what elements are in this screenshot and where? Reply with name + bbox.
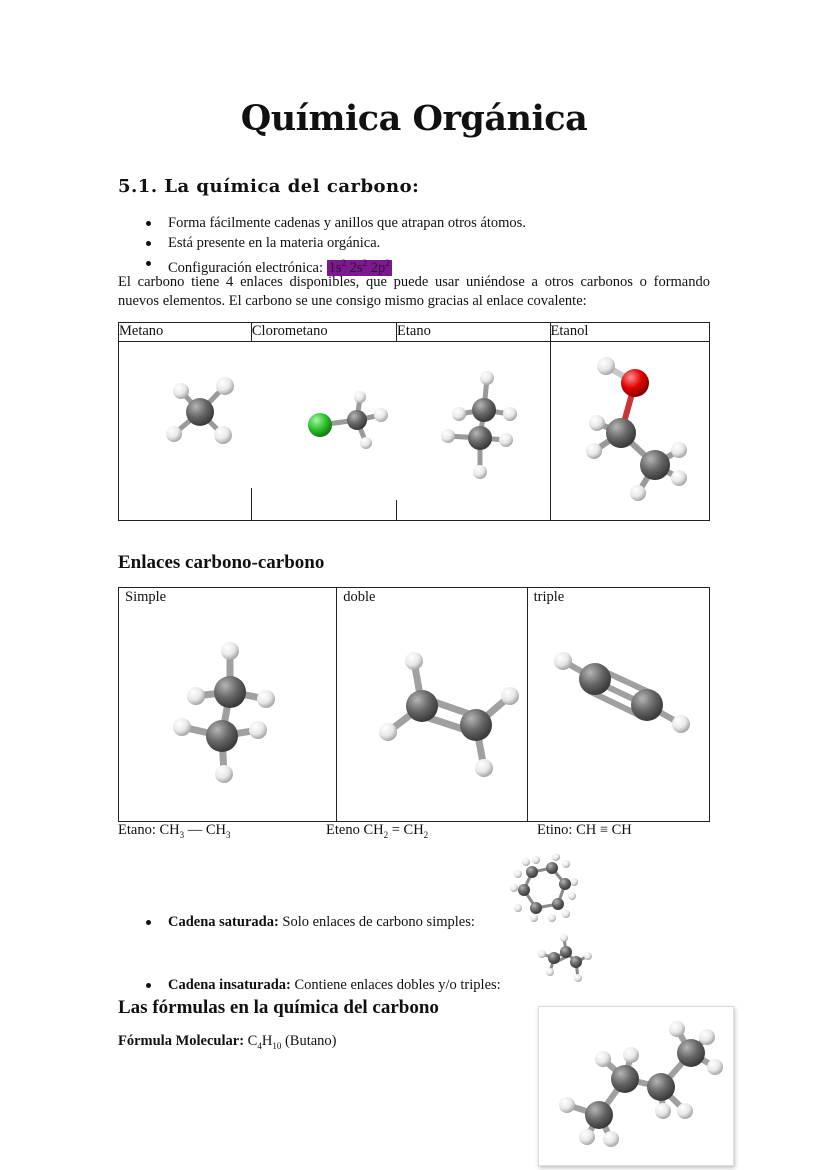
hydrogen-atom <box>166 426 182 442</box>
carbon-atom <box>640 450 670 480</box>
hydrogen-atom <box>480 371 494 385</box>
carbon-properties-list <box>168 213 526 276</box>
carbon-atom <box>206 720 238 752</box>
list-item: Cadena insaturada: Contiene enlaces dobles y/o triples: <box>168 975 501 1038</box>
chain-types-list <box>168 912 501 1038</box>
hydrogen-atom <box>215 765 233 783</box>
hydrogen-atom <box>257 690 275 708</box>
list-item <box>168 253 526 276</box>
formulas-heading: Las fórmulas en la química del carbono <box>118 997 439 1018</box>
hydrogen-atom <box>672 715 690 733</box>
hydrogen-atom <box>354 391 366 403</box>
ethanol-molecule <box>575 350 695 510</box>
hydrogen-atom <box>554 652 572 670</box>
ethane-caption: Etano: $CH_3$ — $CH_3$ <box>118 822 231 840</box>
bonds-heading: Enlaces carbono-carbono <box>118 552 325 573</box>
hydrogen-atom <box>671 442 687 458</box>
header-triple: triple <box>533 589 565 605</box>
chloromethane-molecule <box>300 385 395 455</box>
header-etano: Etano <box>397 323 550 342</box>
hydrogen-atom <box>374 408 388 422</box>
carbon-atom <box>579 663 611 695</box>
config-label: Configuración electrónica: <box>168 259 324 276</box>
carbon-atom <box>606 418 636 448</box>
hydrogen-atom <box>473 465 487 479</box>
carbon-atom <box>460 709 492 741</box>
ethane-molecule <box>432 366 527 484</box>
list-item: Forma fácilmente cadenas y anillos que atrapan otros átomos. <box>168 215 526 231</box>
ethyne-molecule <box>545 642 700 742</box>
header-simple: Simple <box>125 589 167 605</box>
carbon-atom <box>585 1101 613 1129</box>
hydrogen-atom <box>187 687 205 705</box>
hydrogen-atom <box>173 718 191 736</box>
hydrogen-atom <box>499 433 513 447</box>
hydrogen-atom <box>173 383 189 399</box>
carbon-atom <box>631 689 663 721</box>
ethene-molecule <box>370 646 530 781</box>
hydrogen-atom <box>249 721 267 739</box>
list-item: Está presente en la materia orgánica. <box>168 233 526 253</box>
page-title: Química Orgánica <box>240 98 588 139</box>
carbon-atom <box>472 398 496 422</box>
chlorine-atom <box>308 413 332 437</box>
butane-image-frame <box>538 1006 734 1166</box>
hydrogen-atom <box>214 426 232 444</box>
hydrogen-atom <box>452 407 466 421</box>
cyclohexane-molecule <box>508 852 580 924</box>
intro-paragraph: El carbono tiene 4 enlaces disponibles, que puede usar uniéndose a otros carbonos o formando nuevos elementos. El carbono se une consigo mismo gracias al enlace covalente: <box>118 274 710 309</box>
carbon-atom <box>677 1039 705 1067</box>
carbon-atom <box>214 676 246 708</box>
header-metano: Metano <box>119 323 252 342</box>
methane-molecule <box>155 372 245 452</box>
hydrogen-atom <box>379 723 397 741</box>
butane-molecule <box>539 1007 733 1165</box>
hydrogen-atom <box>671 470 687 486</box>
hydrogen-atom <box>597 357 615 375</box>
carbon-atom <box>347 410 367 430</box>
hydrogen-atom <box>501 687 519 705</box>
list-item: Cadena saturada: Solo enlaces de carbono simples: <box>168 912 501 975</box>
oxygen-atom <box>621 369 649 397</box>
unsaturated-molecule <box>532 930 596 986</box>
electron-config-highlight: $1s^2$ $2s^2$ $2p^2$ <box>328 258 390 276</box>
ethane-large-molecule <box>162 636 287 786</box>
header-etanol: Etanol <box>550 323 710 342</box>
hydrogen-atom <box>216 377 234 395</box>
hydrogen-atom <box>586 443 602 459</box>
hydrogen-atom <box>503 407 517 421</box>
header-clorometano: Clorometano <box>251 323 396 342</box>
hydrogen-atom <box>475 759 493 777</box>
header-doble: doble <box>343 589 376 605</box>
carbon-atom <box>406 690 438 722</box>
hydrogen-atom <box>221 642 239 660</box>
hydrogen-atom <box>360 437 372 449</box>
hydrogen-atom <box>630 485 646 501</box>
carbon-atom <box>611 1065 639 1093</box>
molecular-formula: Fórmula Molecular: $C_4H_{10}$ (Butano) <box>118 1033 337 1051</box>
hydrogen-atom <box>441 429 455 443</box>
hydrogen-atom <box>589 415 605 431</box>
hydrogen-atom <box>405 652 423 670</box>
section-heading: 5.1. La química del carbono: <box>118 176 420 197</box>
ethene-caption: Eteno $CH_2 = CH_2$ <box>326 822 429 840</box>
carbon-atom <box>647 1073 675 1101</box>
carbon-atom <box>186 398 214 426</box>
ethyne-caption: Etino: CH ≡ CH <box>537 822 632 838</box>
carbon-atom <box>468 426 492 450</box>
